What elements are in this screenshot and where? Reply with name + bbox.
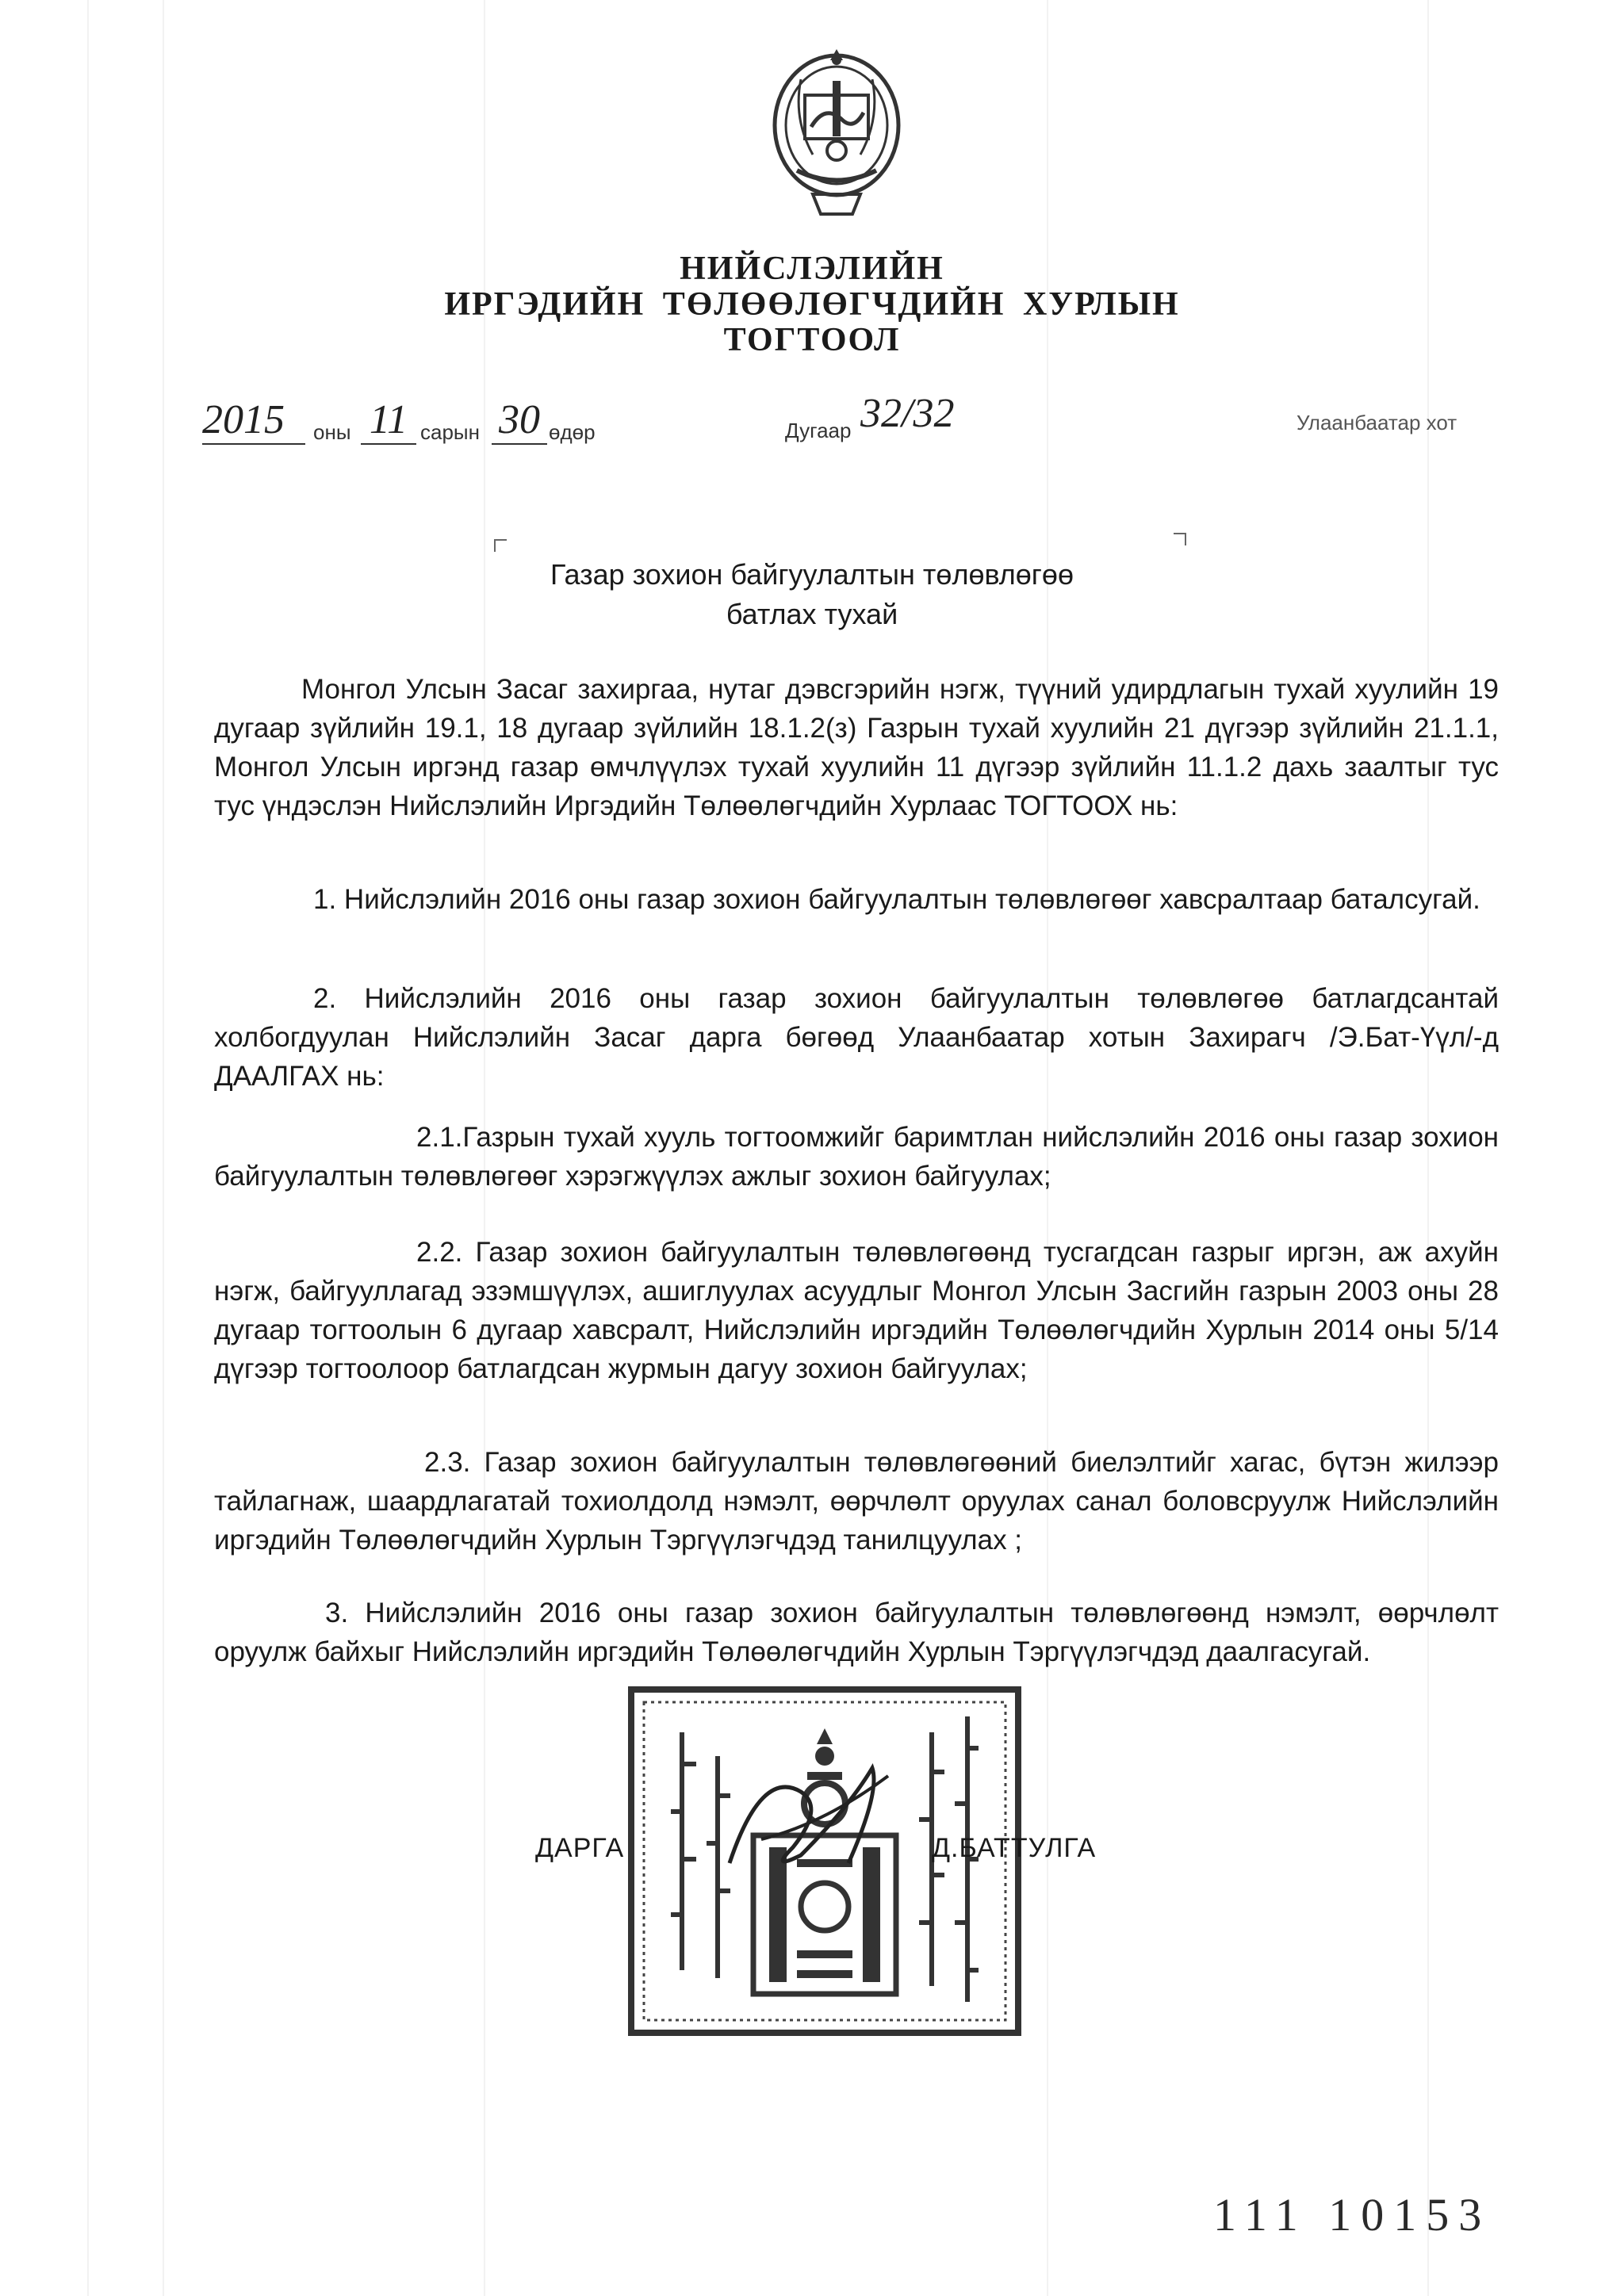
signatory-role: ДАРГА bbox=[535, 1833, 625, 1863]
clause-1: 1. Нийслэлийн 2016 оны газар зохион байгуулалтын төлөвлөгөөг хавсралтаар баталсугай. bbox=[313, 884, 1480, 915]
clause-3: 3. Нийслэлийн 2016 оны газар зохион байгуулалтын төлөвлөгөөнд нэмэлт, өөрчлөлт оруулж байхыг Нийслэлийн иргэдийн Төлөөлөгчдийн Хурлын Тэргүүлэгчдэд даалгасугай. bbox=[214, 1598, 1499, 1667]
title-line2: батлах тухай bbox=[726, 598, 898, 630]
date-month: 11 bbox=[361, 396, 416, 445]
resolution-title bbox=[0, 555, 1624, 634]
signatory-name: Д.БАТТУЛГА bbox=[932, 1833, 1097, 1863]
number-label: Дугаар bbox=[785, 419, 852, 442]
clause-2-2: 2.2. Газар зохион байгуулалтын төлөвлөгөөнд тусгагдсан газрыг иргэн, аж ахуйн нэгж, байгууллагад эзэмшүүлэх, ашиглуулах асуудлыг Монгол Улсын Засгийн газрын 2003 оны 28 дугаар тогтоолын 6 дугаар хавсралт, Нийслэлийн иргэдийн Төлөөлөгчдийн Хурлын 2014 оны 5/14 дүгээр тогтоолоор батлагдсан журмын дагуу зохион байгуулах; bbox=[214, 1237, 1499, 1384]
city: Улаанбаатар хот bbox=[1297, 411, 1457, 434]
clause-2-1: 2.1.Газрын тухай хууль тогтоомжийг баримтлан нийслэлийн 2016 оны газар зохион байгуулалтын төлөвлөгөөг хэрэгжүүлэх ажлыг зохион байгуулах; bbox=[214, 1122, 1499, 1192]
handwritten-signature bbox=[714, 1744, 920, 1903]
date-year: 2015 bbox=[202, 396, 305, 445]
document-type: ТОГТООЛ bbox=[723, 322, 901, 358]
clause-2-3: 2.3. Газар зохион байгуулалтын төлөвлөгөөний биелэлтийг хагас, бүтэн жилээр тайлагнаж, шаардлагатай тохиолдолд нэмэлт, өөрчлөлт оруулах санал боловсруулж Нийслэлийн иргэдийн Төлөөлөгчдийн Хурлын Тэргүүлэгчдэд танилцуулах ; bbox=[214, 1447, 1499, 1556]
intro-paragraph: Монгол Улсын Засаг захиргаа, нутаг дэвсгэрийн нэгж, түүний удирдлагын тухай хуулийн 19 дугаар зүйлийн 19.1, 18 дугаар зүйлийн 18.1.2(з) Газрын тухай хуулийн 21 дүгээр зүйлийн 21.1.1, Монгол Улсын иргэнд газар өмчлүүлэх тухай хуулийн 11 дүгээр зүйлийн 11.1.2 дахь заалтыг тус тус үндэслэн Нийслэлийн Иргэдийн Төлөөлөгчдийн Хурлаас ТОГТООХ нь: bbox=[214, 674, 1499, 821]
org-name-line2: ИРГЭДИЙН ТӨЛӨӨЛӨГЧДИЙН ХУРЛЫН bbox=[444, 286, 1180, 323]
clause-2: 2. Нийслэлийн 2016 оны газар зохион байгуулалтын төлөвлөгөө батлагдсантай холбогдуулан Нийслэлийн Засаг дарга бөгөөд Улаанбаатар хотын Захирагч /Э.Бат-Үүл/-д ДААЛГАХ нь: bbox=[214, 983, 1499, 1092]
org-name-line1: НИЙСЛЭЛИЙН bbox=[680, 251, 944, 287]
date-month-label: сарын bbox=[420, 420, 480, 444]
serial-number: 111 10153 bbox=[1213, 2189, 1492, 2241]
date-year-label: оны bbox=[313, 420, 351, 444]
state-emblem-icon bbox=[765, 32, 908, 238]
title-line1: Газар зохион байгуулалтын төлөвлөгөө bbox=[550, 558, 1074, 591]
resolution-number: 32/32 bbox=[860, 391, 955, 436]
date-day: 30 bbox=[492, 396, 547, 445]
date-day-label: өдөр bbox=[549, 420, 596, 444]
